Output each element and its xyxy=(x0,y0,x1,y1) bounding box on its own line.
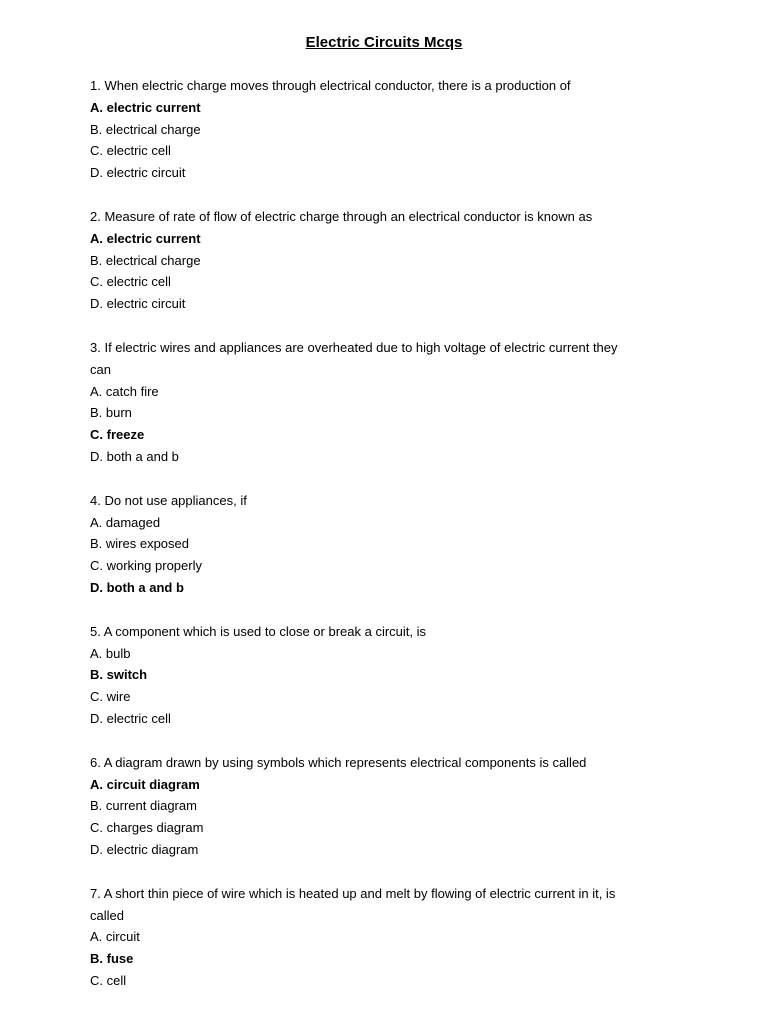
question-block xyxy=(90,752,670,861)
answer-option-correct: B. switch xyxy=(90,667,148,683)
answer-option: D. electric circuit xyxy=(90,165,186,181)
answer-option-correct: B. fuse xyxy=(90,951,134,967)
question-block xyxy=(90,206,670,315)
answer-option-correct: A. electric current xyxy=(90,230,201,246)
answer-option: A. bulb xyxy=(90,645,131,661)
question-text: 3. If electric wires and appliances are overheated due to high voltage of electric current they xyxy=(90,339,618,355)
answer-option: D. electric cell xyxy=(90,710,171,726)
question-text: 6. A diagram drawn by using symbols which represents electrical components is called xyxy=(90,754,587,770)
question-text-continued: called xyxy=(90,907,124,923)
answer-option: A. circuit xyxy=(90,929,140,945)
answer-option: C. wire xyxy=(90,689,131,705)
answer-option: A. damaged xyxy=(90,514,161,530)
answer-option-correct: C. freeze xyxy=(90,427,145,443)
answer-option: A. catch fire xyxy=(90,383,159,399)
question-block xyxy=(90,490,670,599)
answer-option: B. current diagram xyxy=(90,798,197,814)
question-block xyxy=(90,337,670,468)
answer-option: B. wires exposed xyxy=(90,536,189,552)
answer-option: C. working properly xyxy=(90,558,202,574)
answer-option: C. electric cell xyxy=(90,274,171,290)
question-block xyxy=(90,883,670,992)
question-text: 5. A component which is used to close or break a circuit, is xyxy=(90,623,427,639)
answer-option-correct: A. electric current xyxy=(90,99,201,115)
question-text-continued: can xyxy=(90,361,111,377)
question-text: 2. Measure of rate of flow of electric charge through an electrical conductor is known as xyxy=(90,208,593,224)
question-text: 1. When electric charge moves through electrical conductor, there is a production of xyxy=(90,78,571,93)
answer-option: B. electrical charge xyxy=(90,252,201,268)
answer-option: C. charges diagram xyxy=(90,820,204,836)
document-title: Electric Circuits Mcqs xyxy=(305,34,463,51)
question-list xyxy=(90,75,670,1014)
question-block xyxy=(90,75,670,184)
answer-option: B. electrical charge xyxy=(90,121,201,137)
answer-option-correct: A. circuit diagram xyxy=(90,776,200,792)
answer-option-correct: D. both a and b xyxy=(90,579,184,595)
answer-option: D. electric circuit xyxy=(90,296,186,312)
question-text: 7. A short thin piece of wire which is heated up and melt by flowing of electric current in it, is xyxy=(90,885,616,901)
answer-option: D. both a and b xyxy=(90,448,179,464)
question-text: 4. Do not use appliances, if xyxy=(90,492,247,508)
answer-option: B. burn xyxy=(90,405,132,421)
answer-option: D. electric diagram xyxy=(90,841,199,857)
answer-option: C. cell xyxy=(90,972,127,988)
answer-option: C. electric cell xyxy=(90,143,171,159)
question-block xyxy=(90,621,670,730)
